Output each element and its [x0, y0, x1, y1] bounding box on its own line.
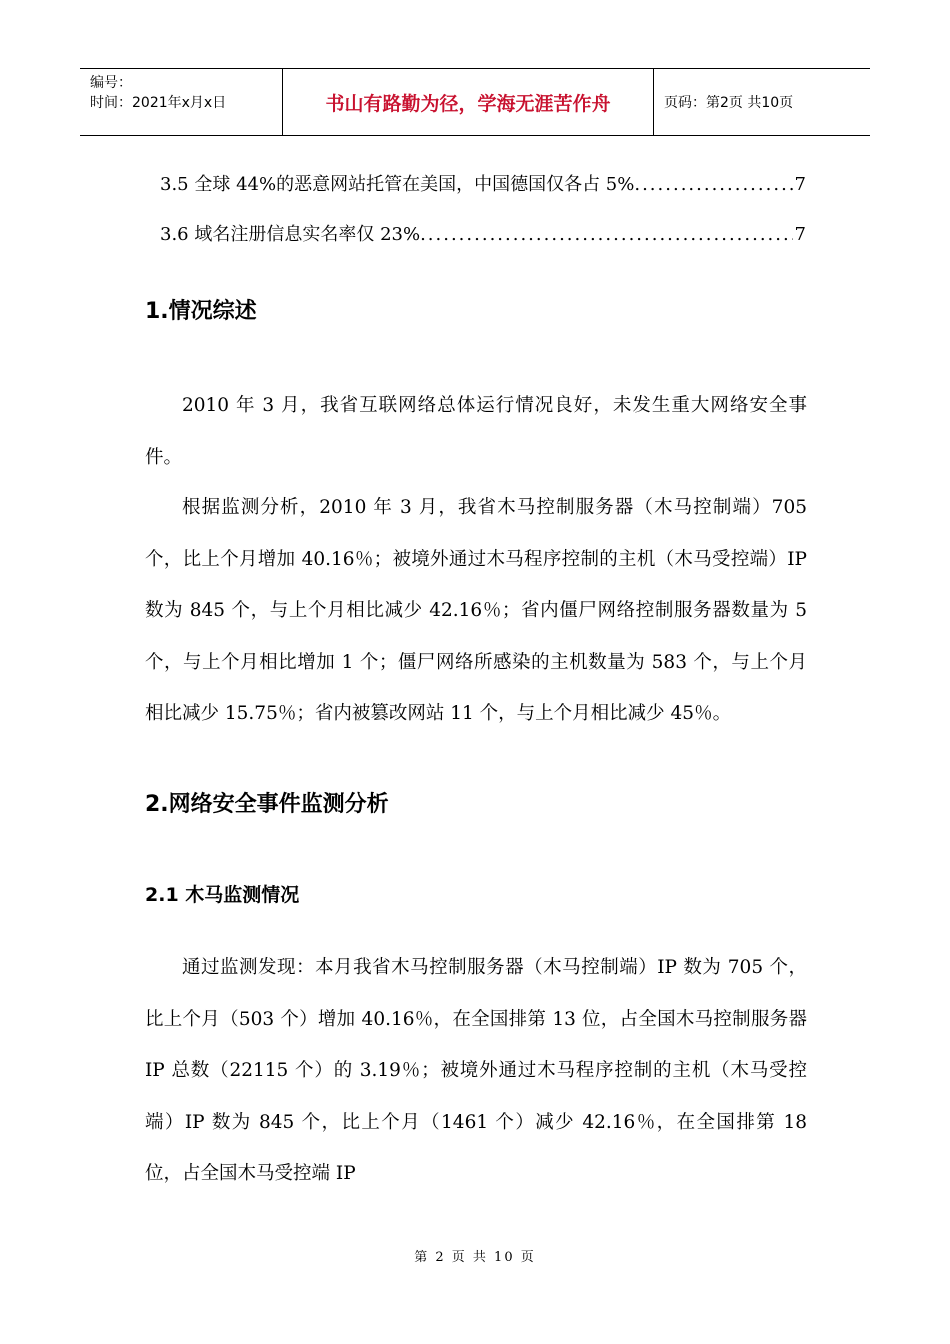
section-heading: 2.网络安全事件监测分析: [145, 792, 389, 817]
page-header: [80, 68, 870, 136]
subsection-heading: 2.1 木马监测情况: [145, 884, 300, 906]
body-paragraph: 通过监测发现：本月我省木马控制服务器（木马控制端）IP 数为 705 个，比上个月（503 个）增加 40.16％，在全国排第 13 位，占全国木马控制服务器 IP 总数（22115 个）的 3.19％；被境外通过木马程序控制的主机（木马受控端）IP 数为 845 个，比上个月（1461 个）减少 42.16％，在全国排第 18 位，占全国木马受控端 IP: [145, 957, 807, 1184]
toc-leader: [420, 220, 792, 250]
header-motto: 书山有路勤为径，学海无涯苦作舟: [325, 92, 611, 115]
header-time-label: 时间：2021年x月x日: [90, 95, 227, 111]
body-paragraph: 根据监测分析，2010 年 3 月，我省木马控制服务器（木马控制端）705 个，比上个月增加 40.16％；被境外通过木马程序控制的主机（木马受控端）IP 数为 845 个，与上个月相比减少 42.16％；省内僵尸网络控制服务器数量为 5 个，与上个月相比增加 1 个；僵尸网络所感染的主机数量为 583 个，与上个月相比减少 15.75％；省内被篡改网站 11 个，与上个月相比减少 45％。: [145, 497, 807, 724]
page-footer: 第 2 页 共 10 页: [414, 1250, 536, 1265]
toc-entry[interactable]: [160, 220, 806, 250]
toc-entry[interactable]: [160, 170, 806, 200]
header-number-label: 编号：: [90, 75, 132, 91]
section-heading: 1.情况综述: [145, 299, 257, 324]
header-meta: [80, 69, 282, 135]
body-paragraph: 2010 年 3 月，我省互联网络总体运行情况良好，未发生重大网络安全事件。: [145, 395, 807, 468]
toc-leader: [634, 170, 792, 200]
header-motto-cell: [282, 69, 654, 135]
header-page-info: 页码：第2页 共10页: [664, 95, 794, 111]
toc-entry-page: 7: [794, 224, 806, 245]
toc-entry-text: 3.6 域名注册信息实名率仅 23%: [160, 224, 421, 245]
toc-entry-text: 3.5 全球 44%的恶意网站托管在美国，中国德国仅各占 5%: [160, 174, 635, 195]
toc-entry-page: 7: [794, 174, 806, 195]
